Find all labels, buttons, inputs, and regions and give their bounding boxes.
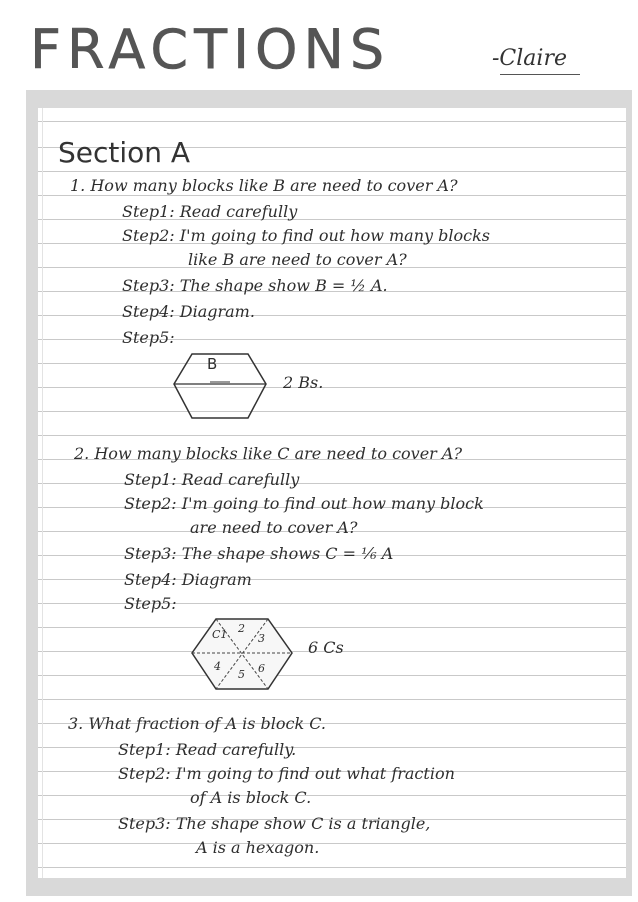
q2-piece-label-6: 6 bbox=[258, 662, 265, 675]
q2-question: 2. How many blocks like C are need to cover A? bbox=[74, 444, 463, 463]
q3-step1: Step1: Read carefully. bbox=[118, 740, 297, 759]
q1-answer: 2 Bs. bbox=[283, 373, 324, 392]
margin-line bbox=[42, 108, 43, 878]
q2-piece-label-3: 3 bbox=[258, 632, 265, 645]
q3-step3-line2: A is a hexagon. bbox=[196, 838, 320, 857]
q1-step4: Step4: Diagram. bbox=[122, 302, 255, 321]
lined-paper bbox=[38, 108, 626, 878]
q3-step3-line1: Step3: The shape show C is a triangle, bbox=[118, 814, 431, 833]
q2-piece-label-1: C1 bbox=[212, 628, 228, 641]
q1-question: 1. How many blocks like B are need to cover A? bbox=[70, 176, 458, 195]
q1-shape-label: B bbox=[207, 355, 218, 373]
q1-step2-line1: Step2: I'm going to find out how many blocks bbox=[122, 226, 490, 245]
q2-step2-line2: are need to cover A? bbox=[190, 518, 358, 537]
q2-step3: Step3: The shape shows C = ⅙ A bbox=[124, 544, 394, 563]
q1-step3: Step3: The shape show B = ½ A. bbox=[122, 276, 388, 295]
author-name: -Claire bbox=[492, 46, 567, 71]
page-title: FRACTIONS bbox=[30, 18, 391, 81]
q3-question: 3. What fraction of A is block C. bbox=[68, 714, 326, 733]
q1-hexagon-diagram bbox=[170, 350, 270, 422]
q1-step5: Step5: bbox=[122, 328, 175, 347]
q2-step4: Step4: Diagram bbox=[124, 570, 252, 589]
q3-step2-line2: of A is block C. bbox=[190, 788, 312, 807]
q1-step1: Step1: Read carefully bbox=[122, 202, 298, 221]
q2-piece-label-4: 4 bbox=[214, 660, 221, 673]
q3-step2-line1: Step2: I'm going to find out what fraction bbox=[118, 764, 455, 783]
q1-step2-line2: like B are need to cover A? bbox=[188, 250, 407, 269]
section-heading: Section A bbox=[58, 136, 191, 169]
q2-step2-line1: Step2: I'm going to find out how many block bbox=[124, 494, 484, 513]
q2-step5: Step5: bbox=[124, 594, 177, 613]
q2-step1: Step1: Read carefully bbox=[124, 470, 300, 489]
q2-piece-label-2: 2 bbox=[238, 622, 245, 635]
hexagon-a-shape bbox=[174, 354, 266, 418]
q2-piece-label-5: 5 bbox=[238, 668, 245, 681]
author-underline bbox=[500, 74, 580, 75]
q2-answer: 6 Cs bbox=[308, 638, 344, 657]
